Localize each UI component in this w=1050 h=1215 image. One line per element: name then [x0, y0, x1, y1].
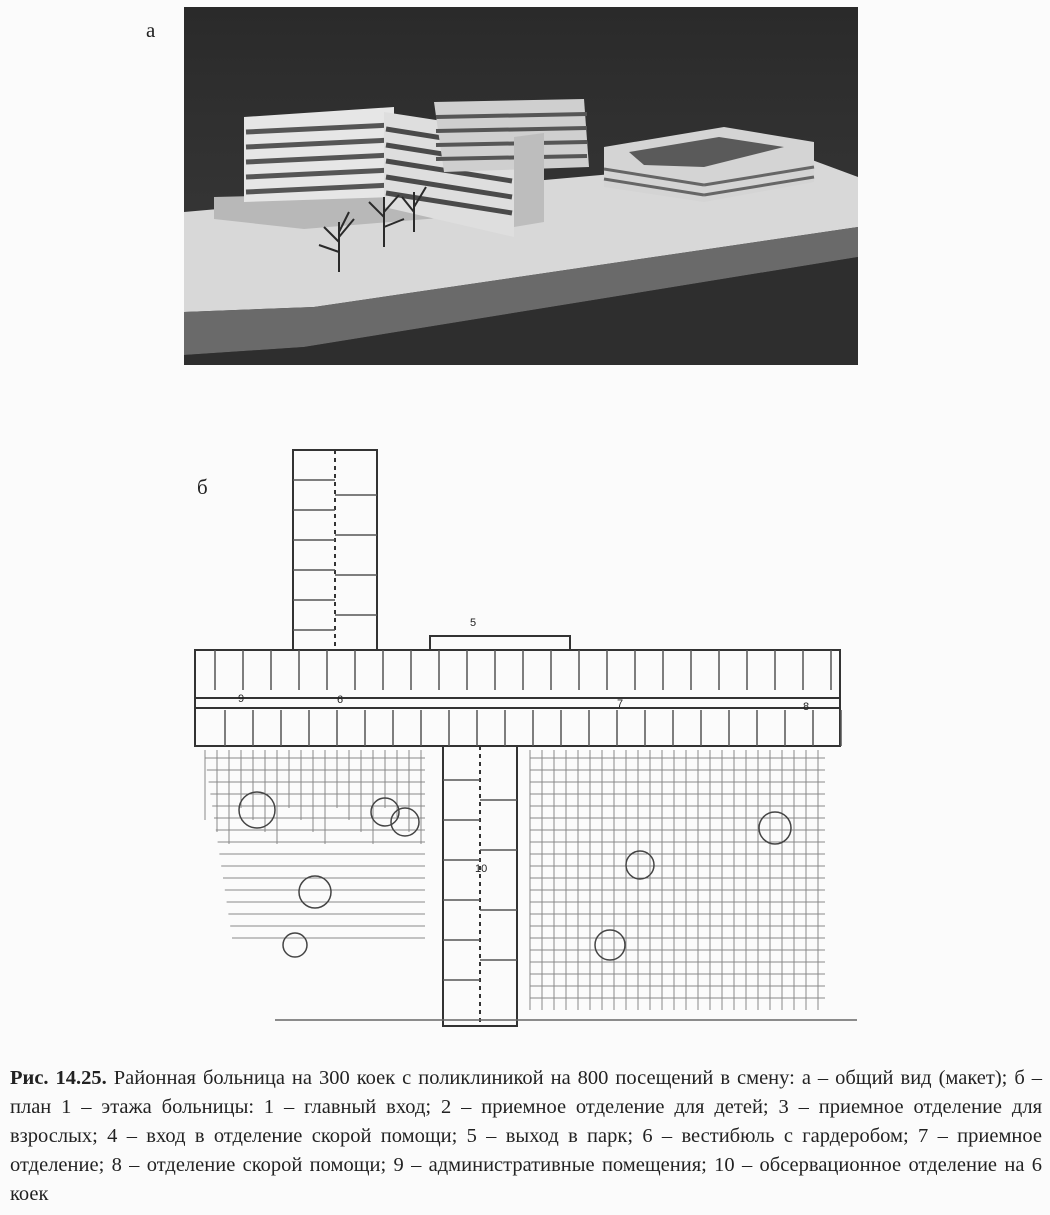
plan-mark-10: 10 [475, 863, 488, 875]
plan-mark-5: 5 [470, 617, 477, 629]
caption-text: Районная больница на 300 коек с поликлиникой на 800 посещений в смену: а – общий вид (макет); б – план 1 – этажа больницы: 1 – главный вход; 2 – приемное отделение для детей; 3 – приемное отделение для взрослых; 4 – вход в отделение скорой помощи; 5 – выход в парк; 6 – вестибюль с гардеробом; 7 – приемное отделение; 8 – отделение скорой помощи; 9 – административные помещения; 10 – обсервационное отделение на 6 коек [10, 1067, 1042, 1205]
figure-label-a: а [146, 18, 156, 42]
plan-mark-8: 8 [803, 701, 810, 713]
plan-mark-9: 9 [238, 693, 245, 705]
plan-mark-6: 6 [337, 694, 344, 706]
figure-caption [10, 1064, 1042, 1209]
figure-label-b: б [197, 475, 208, 499]
floor-plan [185, 440, 857, 1030]
plan-mark-7: 7 [617, 698, 624, 710]
caption-number: Рис. 14.25. [10, 1067, 107, 1089]
model-photo [184, 7, 858, 365]
